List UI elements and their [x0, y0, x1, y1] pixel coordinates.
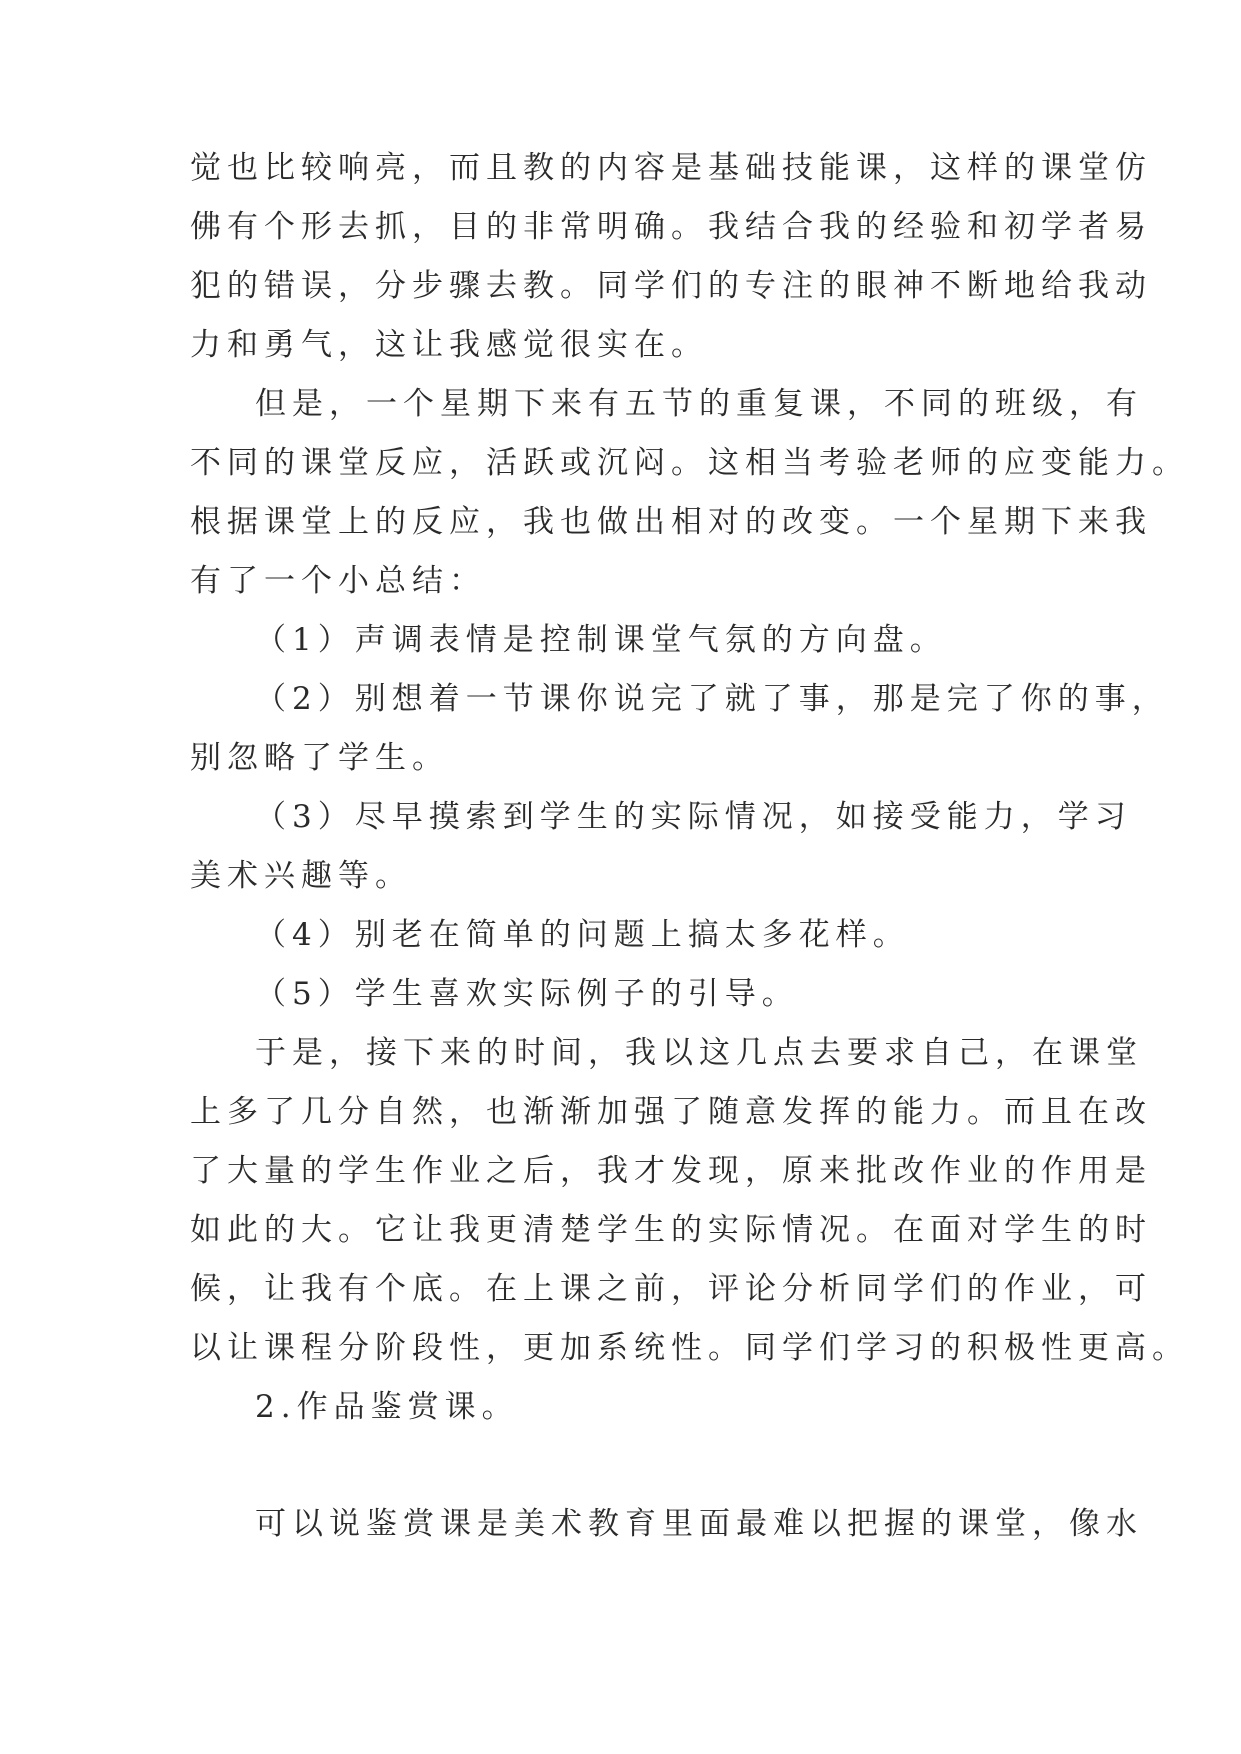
text-line: 候，让我有个底。在上课之前，评论分析同学们的作业，可: [190, 1271, 1152, 1307]
text-line: 觉也比较响亮，而且教的内容是基础技能课，这样的课堂仿: [190, 150, 1152, 186]
list-item: （3）尽早摸索到学生的实际情况，如接受能力，学习: [255, 799, 1132, 835]
text-line: 但是，一个星期下来有五节的重复课，不同的班级，有: [255, 386, 1143, 422]
list-item: （5）学生喜欢实际例子的引导。: [255, 976, 799, 1012]
text-line: 可以说鉴赏课是美术教育里面最难以把握的课堂，像水: [255, 1506, 1143, 1542]
list-item: （1）声调表情是控制课堂气氛的方向盘。: [255, 622, 947, 658]
section-heading: 2.作品鉴赏课。: [255, 1389, 519, 1425]
text-line: 有了一个小总结：: [190, 563, 486, 599]
text-line: 如此的大。它让我更清楚学生的实际情况。在面对学生的时: [190, 1212, 1152, 1248]
list-item: （2）别想着一节课你说完了就了事，那是完了你的事，: [255, 681, 1169, 717]
text-line: 不同的课堂反应，活跃或沉闷。这相当考验老师的应变能力。: [190, 445, 1189, 481]
text-line: 力和勇气，这让我感觉很实在。: [190, 327, 708, 363]
text-line: 于是，接下来的时间，我以这几点去要求自己，在课堂: [255, 1035, 1143, 1071]
text-line: 美术兴趣等。: [190, 858, 412, 894]
list-item: （4）别老在简单的问题上搞太多花样。: [255, 917, 910, 953]
text-line: 了大量的学生作业之后，我才发现，原来批改作业的作用是: [190, 1153, 1152, 1189]
text-line: 根据课堂上的反应，我也做出相对的改变。一个星期下来我: [190, 504, 1152, 540]
text-line: 别忽略了学生。: [190, 740, 449, 776]
text-line: 佛有个形去抓，目的非常明确。我结合我的经验和初学者易: [190, 209, 1152, 245]
text-line: 犯的错误，分步骤去教。同学们的专注的眼神不断地给我动: [190, 268, 1152, 304]
text-line: 上多了几分自然，也渐渐加强了随意发挥的能力。而且在改: [190, 1094, 1152, 1130]
text-line: 以让课程分阶段性，更加系统性。同学们学习的积极性更高。: [190, 1330, 1189, 1366]
